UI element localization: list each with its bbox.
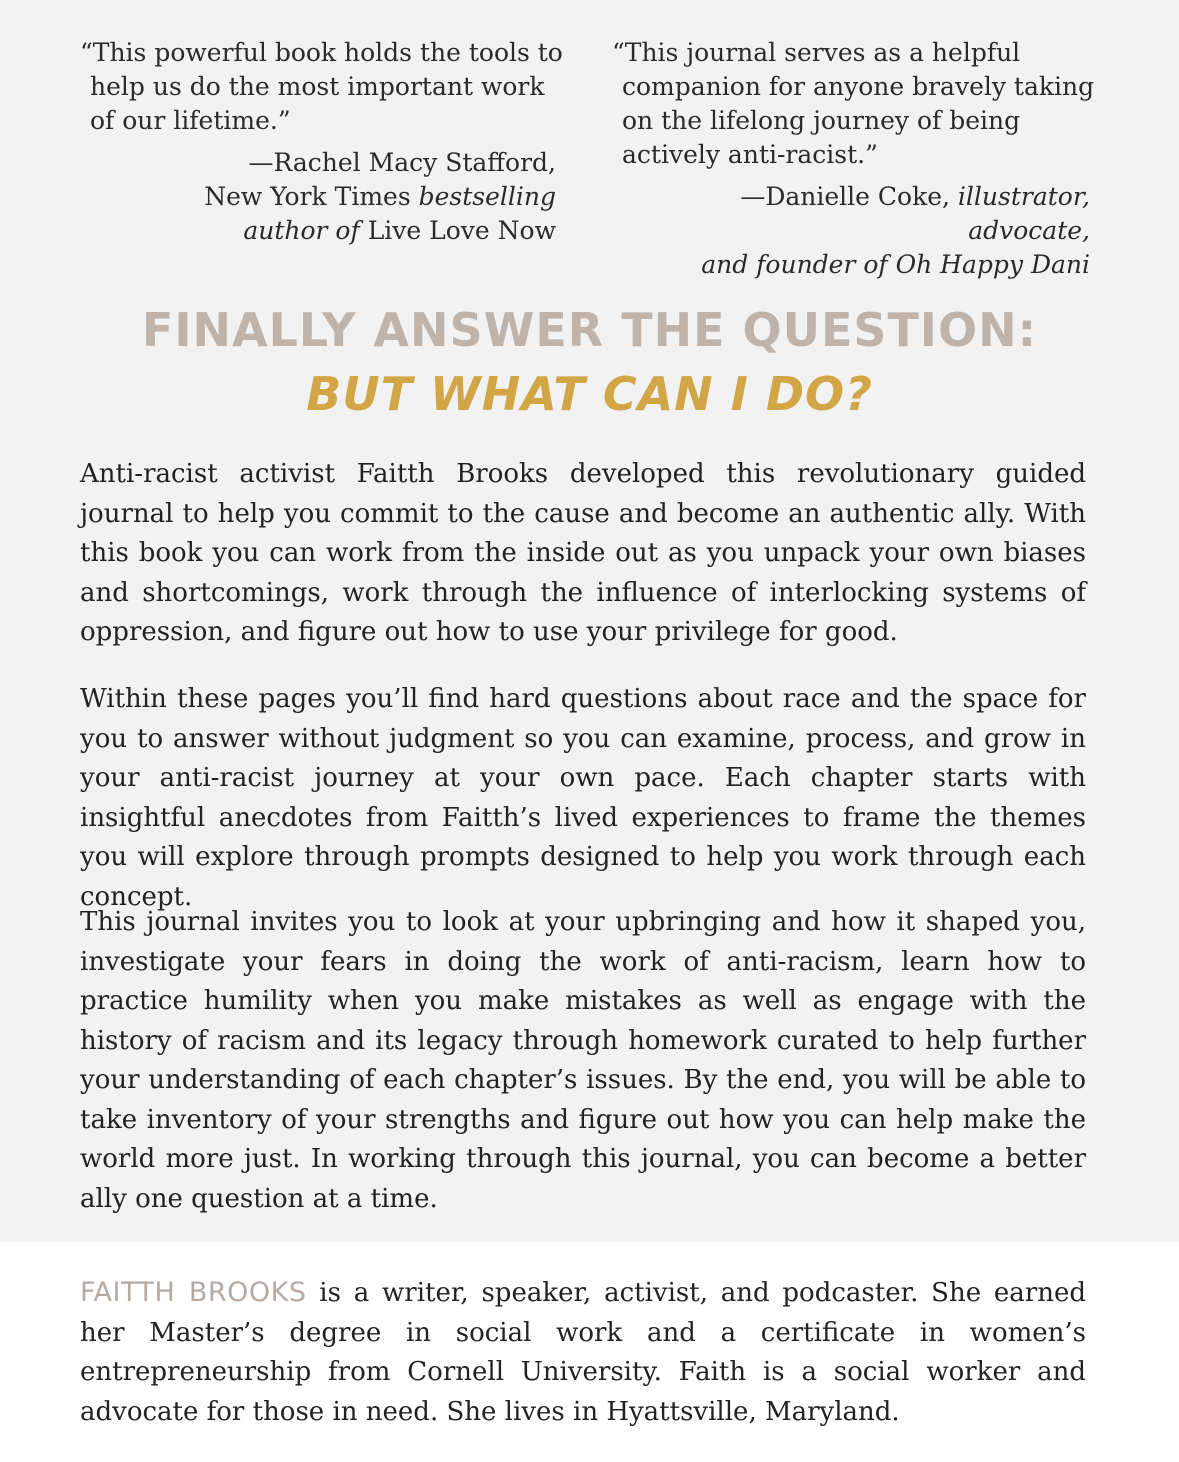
attribution-line — [612, 248, 1090, 282]
attribution-line — [80, 180, 556, 214]
quote-line: companion for anyone bravely taking — [622, 72, 1095, 101]
quote-line: “This journal serves as a helpful — [612, 38, 1021, 67]
attribution-plain: New York Times — [204, 182, 419, 211]
description-paragraph-1: Anti-racist activist Faitth Brooks developed this revolutionary guided journal to help you commit to the cause and become an authentic ally. With this book you can work from the inside out as you unpack your own biases and shortcomings, work through the influence of interlocking systems of oppression, and figure out how to use your privilege for good. — [80, 459, 1086, 647]
attribution-italic: author of — [243, 216, 368, 245]
attribution-line — [80, 214, 556, 248]
description-paragraph-3: This journal invites you to look at your upbringing and how it shaped you, investigate your fears in doing the work of anti-racism, learn how to practice humility when you make mistakes as well as engage with the history of racism and its legacy through homework curated to help further your understanding of each chapter’s issues. By the end, you will be able to take inventory of your strengths and figure out how you can help make the world more just. In working through this journal, you can become a better ally one question at a time. — [80, 907, 1086, 1214]
attribution-italic: and founder of Oh Happy Dani — [701, 250, 1090, 279]
quote-text — [612, 36, 1112, 172]
quote-line: help us do the most important work — [90, 72, 545, 101]
attribution-plain: —Rachel Macy Stafford, — [248, 148, 556, 177]
author-name: FAITTH BROOKS — [80, 1277, 307, 1308]
quote-text — [80, 36, 570, 138]
endorsement-quote-right — [612, 36, 1112, 282]
headline — [0, 300, 1179, 424]
headline-line-1: FINALLY ANSWER THE QUESTION: — [141, 303, 1038, 357]
quote-attribution — [612, 180, 1112, 282]
attribution-italic: bestselling — [418, 182, 556, 211]
endorsement-quote-left — [80, 36, 570, 248]
attribution-plain: —Danielle Coke, — [740, 182, 958, 211]
author-bio — [80, 1273, 1086, 1432]
author-bio-text: is a writer, speaker, activist, and podcaster. She earned her Master’s degree in social work and a certificate in women’s entrepreneurship from Cornell University. Faith is a social worker and advocate for those in need. She lives in Hyattsville, Maryland. — [80, 1278, 1086, 1427]
quote-line: on the lifelong journey of being — [622, 106, 1021, 135]
attribution-plain: Live Love Now — [367, 216, 556, 245]
quote-line: “This powerful book holds the tools to — [80, 38, 563, 67]
quote-line: actively anti-racist.” — [622, 140, 878, 169]
attribution-line — [612, 180, 1090, 248]
description-paragraph-2: Within these pages you’ll find hard questions about race and the space for you to answer without judgment so you can examine, process, and grow in your anti-racist journey at your own pace. Each chapter starts with insightful anecdotes from Faitth’s lived experiences to frame the themes you will explore through prompts designed to help you work through each concept. — [80, 684, 1086, 912]
quote-attribution — [80, 146, 570, 248]
attribution-italic: illustrator, advocate, — [957, 182, 1090, 245]
attribution-line — [80, 146, 556, 180]
headline-line-2: BUT WHAT CAN I DO? — [306, 367, 873, 421]
quote-line: of our lifetime.” — [90, 106, 291, 135]
